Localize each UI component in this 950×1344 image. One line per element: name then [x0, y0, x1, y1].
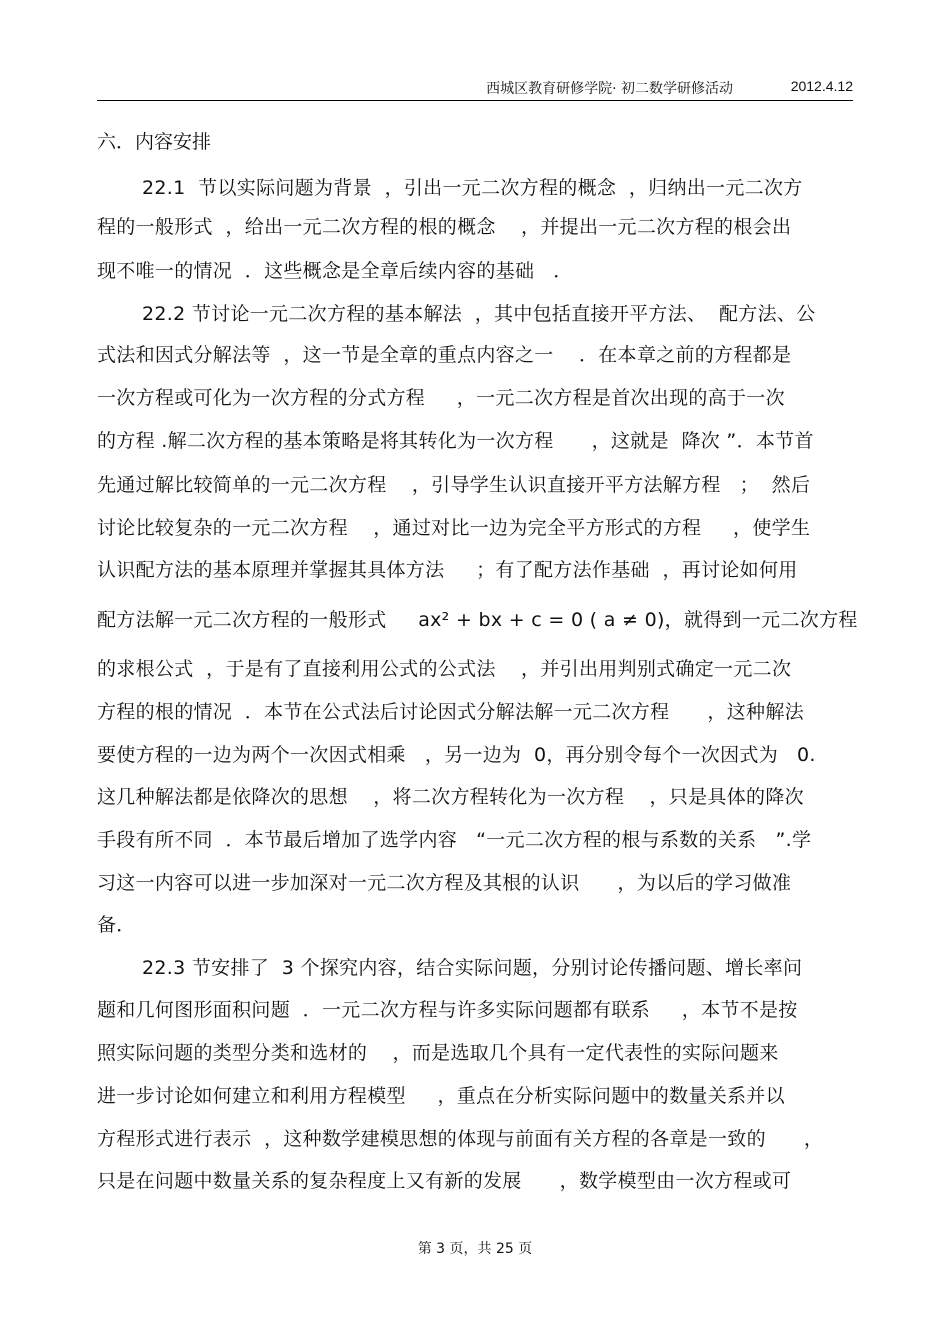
- text-line: 手段有所不同 ．本节最后增加了选学内容 “一元二次方程的根与系数的关系 ”.学: [97, 829, 812, 851]
- text-line: 式法和因式分解法等 ，这一节是全章的重点内容之一 ．在本章之前的方程都是: [97, 344, 792, 366]
- text-line: 进一步讨论如何建立和利用方程模型 ，重点在分析实际问题中的数量关系并以: [97, 1085, 785, 1107]
- text-line: 这几种解法都是依降次的思想 ，将二次方程转化为一次方程 ，只是具体的降次: [97, 786, 804, 808]
- page-header: [97, 78, 853, 101]
- header-date: 2012.4.12: [790, 78, 853, 94]
- text-line: 讨论比较复杂的一元二次方程 ，通过对比一边为完全平方形式的方程 ，使学生: [97, 517, 811, 539]
- text-line: 要使方程的一边为两个一次因式相乘 ，另一边为 0，再分别令每个一次因式为 0.: [97, 744, 816, 766]
- text-line: 题和几何图形面积问题 ．一元二次方程与许多实际问题都有联系 ，本节不是按: [97, 999, 798, 1021]
- text-line: 22.2 节讨论一元二次方程的基本解法 ，其中包括直接开平方法、 配方法、公: [142, 303, 816, 325]
- text-line: 备．: [97, 914, 136, 936]
- text-line: 配方法解一元二次方程的一般形式 ax² + bx + c = 0 ( a ≠ 0)，就得到一元二次方程: [97, 609, 858, 631]
- header-org: 西城区教育研修学院· 初二数学研修活动: [486, 81, 733, 97]
- text-line: 先通过解比较简单的一元二次方程 ，引导学生认识直接开平方法解方程 ； 然后: [97, 474, 811, 496]
- text-line: 认识配方法的基本原理并掌握其具体方法 ；有了配方法作基础 ，再讨论如何用: [97, 559, 798, 581]
- text-line: 现不唯一的情况 ．这些概念是全章后续内容的基础 ．: [97, 260, 573, 282]
- text-line: 方程形式进行表示 ，这种数学建模思想的体现与前面有关方程的各章是一致的 ，: [97, 1128, 824, 1150]
- text-line: 一次方程或可化为一次方程的分式方程 ，一元二次方程是首次出现的高于一次: [97, 387, 785, 409]
- text-line: 的求根公式 ，于是有了直接利用公式的公式法 ，并引出用判别式确定一元二次: [97, 658, 792, 680]
- page-footer: 第 3 页，共 25 页: [417, 1241, 533, 1257]
- text-line: 的方程 .解二次方程的基本策略是将其转化为一次方程 ，这就是 降次 ”．本节首: [97, 430, 814, 452]
- text-line: 22.3 节安排了 3 个探究内容，结合实际问题，分别讨论传播问题、增长率问: [142, 957, 803, 979]
- text-line: 22.1 节以实际问题为背景 ，引出一元二次方程的概念 ，归纳出一元二次方: [142, 177, 803, 199]
- text-line: 程的一般形式 ，给出一元二次方程的根的概念 ，并提出一元二次方程的根会出: [97, 216, 792, 238]
- text-line: 方程的根的情况 ．本节在公式法后讨论因式分解法解一元二次方程 ，这种解法: [97, 701, 804, 723]
- section-title: 六．内容安排: [97, 131, 212, 153]
- text-line: 照实际问题的类型分类和选材的 ，而是选取几个具有一定代表性的实际问题来: [97, 1042, 779, 1064]
- text-line: 只是在问题中数量关系的复杂程度上又有新的发展 ，数学模型由一次方程或可: [97, 1170, 792, 1192]
- text-line: 习这一内容可以进一步加深对一元二次方程及其根的认识 ，为以后的学习做准: [97, 872, 792, 894]
